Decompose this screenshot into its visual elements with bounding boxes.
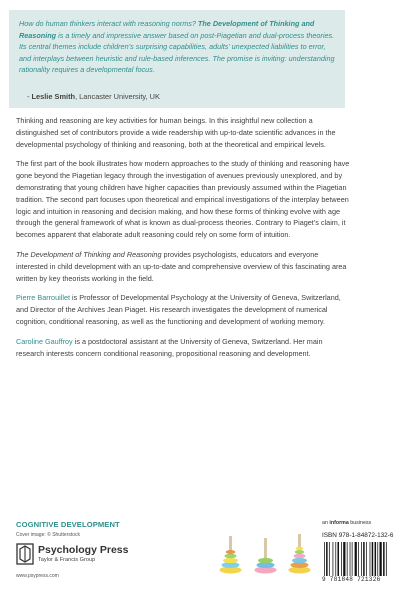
barcode-bar — [347, 542, 348, 576]
quote-intro: How do human thinkers interact with reasoning norms? — [19, 19, 198, 28]
barcode-bar — [372, 542, 374, 576]
informa-brand: informa — [329, 520, 349, 526]
barcode-bar — [350, 542, 351, 576]
barcode-bar — [343, 542, 345, 576]
cover-image-credit: Cover image: © Shutterstock — [16, 532, 80, 538]
psychology-press-logo-icon — [16, 543, 34, 565]
quote-body: is a timely and impressive answer based on post-Piagetian and dual-process theories. Its central themes include children’s surprising capabilities, adults’ unexpected liabilities to error, and interplays between heuristic and rule-based inferences. The promise is inviting: understanding rationality requires a developmental focus. — [19, 30, 335, 75]
barcode-bar — [335, 542, 336, 576]
barcode-bar — [338, 542, 340, 576]
endorsement-box — [9, 10, 345, 108]
author-bio-text: is a postdoctoral assistant at the University of Geneva, Switzerland. Her main research interests concern conditional reasoning, propositional reasoning and development. — [16, 336, 323, 358]
informa-prefix: an — [322, 520, 330, 526]
blurb-paragraph-1: Thinking and reasoning are key activities for human beings. In this insightful new collection a distinguished set of contributors provide a wide readership with up-to-date scientific advances in the developmental psychology of thinking and reasoning, both at the theoretical and empirical levels. — [16, 116, 336, 149]
attribution-dash: - — [27, 92, 32, 101]
blurb — [16, 115, 352, 367]
barcode-bar — [366, 542, 367, 576]
series-name: COGNITIVE DEVELOPMENT — [16, 520, 120, 529]
blurb-paragraph-3-text: provides psychologists, educators and everyone interested in child development with an up-to-date and comprehensive overview of this fascinating area written by key theorists working in the field. — [16, 249, 347, 283]
barcode-bar — [358, 542, 359, 576]
barcode-bar — [370, 542, 371, 576]
publisher-name: Psychology Press — [38, 544, 129, 556]
blurb-paragraph-2: The first part of the book illustrates how modern approaches to the study of thinking and reasoning have gone beyond the Piagetian legacy through the investigation of avenues previously unexplored, and by demonstrating that young children have higher capacities than previously assumed within the Piagetian tradition. The second part focuses upon theoretical and empirical investigations of the interplay between logic and intuition in reasoning and decision making, and how these forms of thinking evolve with age through the general framework of what is known as dual-process theories. Contrary to Piaget’s claim, it becomes apparent that elaborate adult reasoning could rely on some form of intuition. — [16, 159, 350, 240]
barcode-bar — [326, 542, 328, 576]
author-name: Pierre Barrouillet — [16, 293, 70, 303]
barcode-bar — [383, 542, 385, 576]
attribution-affiliation: , Lancaster University, UK — [75, 92, 160, 101]
author-bio-2 — [16, 336, 352, 360]
barcode-bar — [355, 542, 357, 576]
barcode-bar — [352, 542, 353, 576]
informa-suffix: business — [348, 520, 372, 526]
isbn-label: ISBN 978-1-84872-132-6 — [322, 532, 394, 539]
barcode-bar — [329, 542, 330, 576]
barcode-bar — [363, 542, 365, 576]
barcode-bar — [333, 542, 334, 576]
endorsement-attribution — [27, 92, 160, 101]
barcode-bar — [324, 542, 325, 576]
informa-business-label — [322, 520, 371, 526]
stacking-rings-toy-icon — [210, 522, 320, 582]
barcode-icon — [322, 542, 394, 576]
author-bio-1 — [16, 292, 352, 327]
publisher-url[interactable]: www.psypress.com — [16, 573, 59, 579]
barcode-bar — [386, 542, 387, 576]
barcode-bar — [380, 542, 382, 576]
blurb-paragraph-3 — [16, 249, 352, 284]
barcode-digits: 9 781848 721326 — [322, 576, 381, 583]
blurb-book-title: The Development of Thinking and Reasoning — [16, 249, 162, 259]
quote-book-title: The Development of Thinking and Reasoning — [19, 19, 315, 40]
barcode-bar — [377, 542, 378, 576]
endorsement-quote — [19, 18, 337, 76]
barcode-bar — [375, 542, 377, 576]
attribution-name: Leslie Smith — [31, 92, 76, 101]
barcode-bar — [341, 542, 342, 576]
publisher-subtitle: Taylor & Francis Group — [38, 557, 96, 563]
author-bio-text: is Professor of Developmental Psychology at the University of Geneva, Switzerland, and Director of the Archives Jean Piaget. His research investigates the development of numerical cognition, conditional reasoning, as well as the functioning and development of working memory. — [16, 293, 341, 326]
author-name: Caroline Gauffroy — [16, 336, 73, 346]
barcode-bar — [361, 542, 362, 576]
